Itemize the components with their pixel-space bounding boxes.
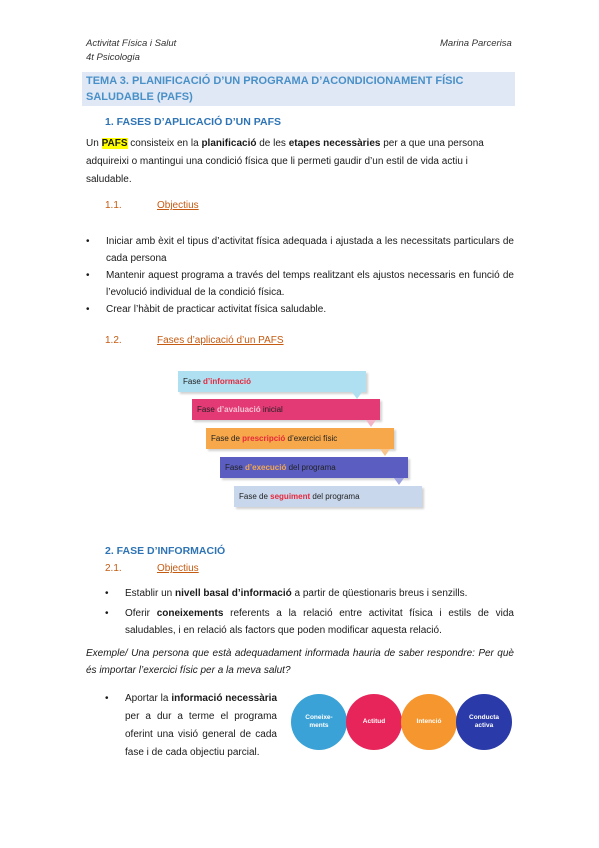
- phase-keyword: d’informació: [203, 377, 252, 386]
- concept-label: Coneixe- ments: [305, 714, 333, 729]
- concept-circle: [456, 694, 512, 750]
- info-objectives-list-2: [105, 690, 277, 762]
- intro-text: Un: [86, 138, 102, 149]
- page-title: TEMA 3. PLANIFICACIÓ D’UN PROGRAMA D’ACONDICIONAMENT FÍSIC SALUDABLE (PAFS): [86, 75, 464, 103]
- list-item: • Mantenir aquest programa a través del temps realitzant els ajustos necessaris en funció de l’evolució individual de la condició física.: [86, 267, 514, 301]
- bullet-icon: •: [105, 693, 109, 704]
- intro-bold: etapes necessàries: [288, 138, 381, 149]
- list-item: • Aportar la informació necessària per a dur a terme el programa oferint una visió general de cada fase i de cada objectiu parcial.: [105, 690, 277, 762]
- list-item: • Crear l’hàbit de practicar activitat física saludable.: [86, 301, 514, 318]
- phase-keyword: d’execució: [245, 463, 287, 472]
- list-item: • Establir un nivell basal d’informació a partir de qüestionaris breus i senzills.: [105, 585, 514, 602]
- concept-circle: [346, 694, 402, 750]
- bullet-icon: •: [86, 270, 90, 281]
- objectives-list: [86, 233, 514, 318]
- list-item: • Iniciar amb èxit el tipus d’activitat física adequada i ajustada a les necessitats particulars de cada persona: [86, 233, 514, 267]
- phase-text: del programa: [286, 463, 336, 472]
- down-arrow-icon: [366, 420, 376, 427]
- concept-circle: [291, 694, 347, 750]
- phase-text: Fase de: [211, 434, 243, 443]
- subsection-number: 2.1.: [105, 563, 122, 574]
- phase-text: d’exercici físic: [285, 434, 338, 443]
- subsection-objectius-2: Objectius: [157, 563, 199, 574]
- phase-keyword: seguiment: [270, 492, 311, 501]
- phase-bar: [192, 399, 380, 420]
- subsection-number: 1.2.: [105, 335, 122, 346]
- phase-keyword: d’avaluació: [217, 405, 261, 414]
- section-1-intro: [86, 135, 514, 189]
- concept-label: Intenció: [416, 718, 442, 725]
- example-text: Exemple/ Una persona que està adequadament informada hauria de saber respondre: Per què és importar l’exercici físic per a la meva salut?: [86, 648, 514, 676]
- phase-text: del programa: [310, 492, 360, 501]
- concept-label: Actitud: [362, 718, 386, 725]
- header-subject: 4t Psicologia: [86, 52, 140, 63]
- subsection-number: 1.1.: [105, 200, 122, 211]
- intro-bold: planificació: [201, 138, 257, 149]
- list-item: • Oferir coneixements referents a la relació entre activitat física i estils de vida saludables, i en relació als factors que poden modificar aquesta relació.: [105, 605, 514, 639]
- pafs-highlight: PAFS: [101, 138, 128, 149]
- subsection-objectius: Objectius: [157, 200, 199, 211]
- subsection-phases: Fases d’aplicació d’un PAFS: [157, 335, 284, 346]
- phase-bar: [234, 486, 422, 507]
- phase-bar: [178, 371, 366, 392]
- concept-circle: [401, 694, 457, 750]
- phase-text: Fase: [197, 405, 218, 414]
- bullet-icon: •: [86, 304, 90, 315]
- info-objectives-list: [105, 585, 514, 639]
- bullet-icon: •: [86, 236, 90, 247]
- bullet-icon: •: [105, 588, 109, 599]
- intro-text: consisteix en la: [127, 138, 202, 149]
- bullet-icon: •: [105, 608, 109, 619]
- intro-text: de les: [256, 138, 289, 149]
- intro-text: per a que una persona adquireixi o mantingui una condició física que li permeti gaudir d’un estil de vida actiu i saludable.: [86, 138, 484, 185]
- phase-text: Fase: [183, 377, 204, 386]
- concept-label: Conducta activa: [469, 714, 499, 729]
- section-2-heading: 2. FASE D’INFORMACIÓ: [105, 545, 226, 557]
- phase-text: Fase de: [239, 492, 271, 501]
- phase-bar: [220, 457, 408, 478]
- down-arrow-icon: [394, 478, 404, 485]
- down-arrow-icon: [352, 392, 362, 399]
- header-course: Activitat Física i Salut: [86, 38, 177, 49]
- down-arrow-icon: [380, 449, 390, 456]
- phase-bar: [206, 428, 394, 449]
- section-1-heading: 1. FASES D’APLICACIÓ D’UN PAFS: [105, 116, 281, 128]
- phase-text: Fase: [225, 463, 246, 472]
- header-author: Marina Parcerisa: [440, 38, 512, 49]
- phase-keyword: prescripció: [242, 434, 286, 443]
- phase-text: inicial: [260, 405, 283, 414]
